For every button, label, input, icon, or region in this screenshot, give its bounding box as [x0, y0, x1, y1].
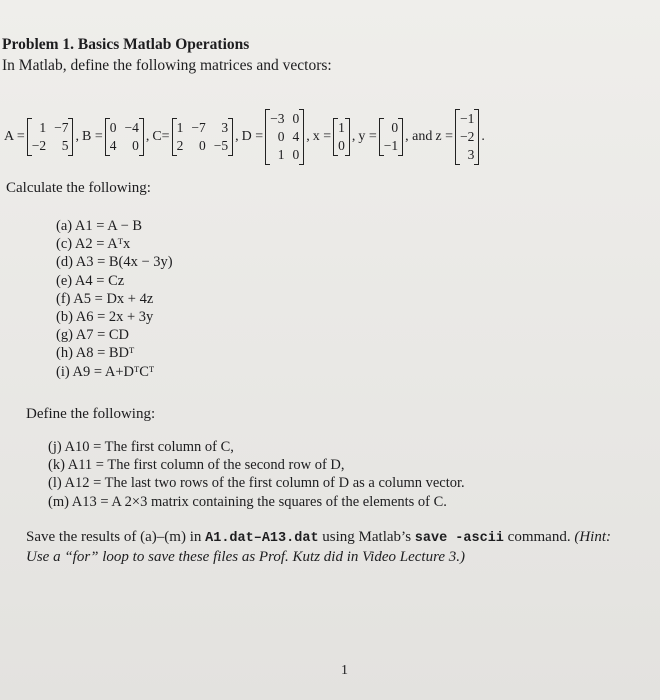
- calculate-list: [56, 217, 173, 381]
- save-text-2: using Matlab’s: [318, 529, 415, 545]
- matrix-label: x =: [312, 129, 332, 144]
- matrix-separator: ,: [306, 129, 310, 144]
- matrix-brackets: [172, 120, 234, 154]
- matrix-brackets: [105, 120, 144, 154]
- matrix-cell: 0: [338, 138, 345, 153]
- matrix-separator: ,: [235, 129, 239, 144]
- matrix-cell: −1: [383, 138, 399, 153]
- calculate-item: (f) A5 = Dx + 4z: [56, 290, 154, 307]
- matrix-cell: 1: [338, 120, 345, 135]
- matrix-separator: ,: [351, 129, 356, 144]
- define-item: (l) A12 = The last two rows of the first column of D as a column vector.: [48, 475, 465, 492]
- page-number: 1: [341, 663, 348, 678]
- matrix-cell: 0: [109, 120, 117, 135]
- save-hint-line: Use a “for” loop to save these files as Prof. Kutz did in Video Lecture 3.): [26, 549, 465, 565]
- define-list: [48, 438, 465, 511]
- save-instructions: [26, 528, 611, 567]
- calculate-heading: Calculate the following:: [6, 180, 151, 196]
- matrix-A: [4, 120, 82, 154]
- matrix-cell: −5: [213, 138, 229, 153]
- define-item: (m) A13 = A 2×3 matrix containing the squares of the elements of C.: [48, 493, 447, 510]
- matrix-cell: −1: [459, 111, 475, 126]
- matrix-D: [242, 111, 313, 163]
- matrix-cell: −7: [191, 120, 206, 135]
- calculate-item: (g) A7 = CD: [56, 327, 130, 344]
- matrix-cell: 0: [391, 120, 399, 135]
- matrix-cell: −7: [54, 120, 69, 135]
- matrix-cell: 0: [292, 111, 300, 126]
- matrix-cell: 1: [277, 147, 285, 162]
- calculate-item: (e) A4 = Cz: [56, 272, 125, 289]
- matrix-cell: 0: [132, 138, 139, 153]
- matrix-cell: 3: [221, 120, 229, 135]
- save-text-1: Save the results of (a)–(m) in: [26, 529, 206, 545]
- matrix-cell: 1: [176, 120, 184, 135]
- matrix-y: [358, 120, 435, 154]
- matrix-brackets: [379, 120, 403, 154]
- matrix-brackets: [333, 120, 350, 154]
- matrix-cell: 4: [109, 138, 117, 153]
- matrix-brackets: [27, 120, 74, 154]
- matrix-cell: 0: [198, 138, 206, 153]
- matrix-cell: −3: [270, 111, 285, 126]
- calculate-item: (b) A6 = 2x + 3y: [56, 309, 154, 326]
- calculate-item: (d) A3 = B(4x − 3y): [56, 254, 173, 271]
- matrix-z: [435, 111, 487, 163]
- calculate-item: (i) A9 = A+DᵀCᵀ: [56, 363, 155, 380]
- calculate-item: (h) A8 = BDᵀ: [56, 345, 135, 362]
- save-code-files: A1.dat–A13.dat: [205, 531, 319, 546]
- matrix-separator: ,: [75, 129, 79, 144]
- matrix-label: D =: [241, 129, 264, 144]
- matrix-separator: ,: [145, 129, 150, 144]
- matrix-separator: , and: [405, 129, 433, 144]
- matrix-label: y =: [358, 129, 377, 144]
- matrix-label: C=: [152, 129, 170, 144]
- define-heading: Define the following:: [26, 406, 156, 422]
- matrix-cell: 3: [467, 147, 475, 162]
- matrix-definitions: [4, 102, 654, 172]
- save-hint: (Hint:: [574, 529, 611, 545]
- matrix-x: [313, 120, 359, 154]
- problem-title: Problem 1. Basics Matlab Operations: [2, 36, 250, 53]
- matrix-cell: −2: [31, 138, 47, 153]
- matrix-cell: 5: [61, 138, 69, 153]
- matrix-C: [152, 120, 241, 154]
- matrix-label: A =: [4, 129, 25, 144]
- save-code-command: save -ascii: [414, 531, 504, 546]
- matrix-brackets: [265, 111, 304, 163]
- matrix-cell: 2: [176, 138, 184, 153]
- matrix-cell: 4: [292, 129, 300, 144]
- calculate-item: (c) A2 = Aᵀx: [56, 236, 131, 253]
- save-text-3: command.: [503, 529, 575, 545]
- matrix-label: z =: [435, 129, 453, 144]
- matrix-label: B =: [81, 129, 103, 144]
- matrix-cell: 1: [39, 120, 47, 135]
- matrix-brackets: [455, 111, 479, 163]
- matrix-cell: −2: [459, 129, 475, 144]
- matrix-cell: 0: [292, 147, 300, 162]
- matrix-B: [82, 120, 152, 154]
- matrix-cell: 0: [277, 129, 285, 144]
- matrix-separator: .: [481, 129, 485, 144]
- define-item: (j) A10 = The first column of C,: [48, 439, 234, 455]
- matrix-cell: −4: [124, 120, 139, 135]
- problem-subtitle: In Matlab, define the following matrices and vectors:: [2, 57, 332, 74]
- calculate-item: (a) A1 = A − B: [56, 218, 143, 234]
- define-item: (k) A11 = The first column of the second row of D,: [48, 457, 345, 474]
